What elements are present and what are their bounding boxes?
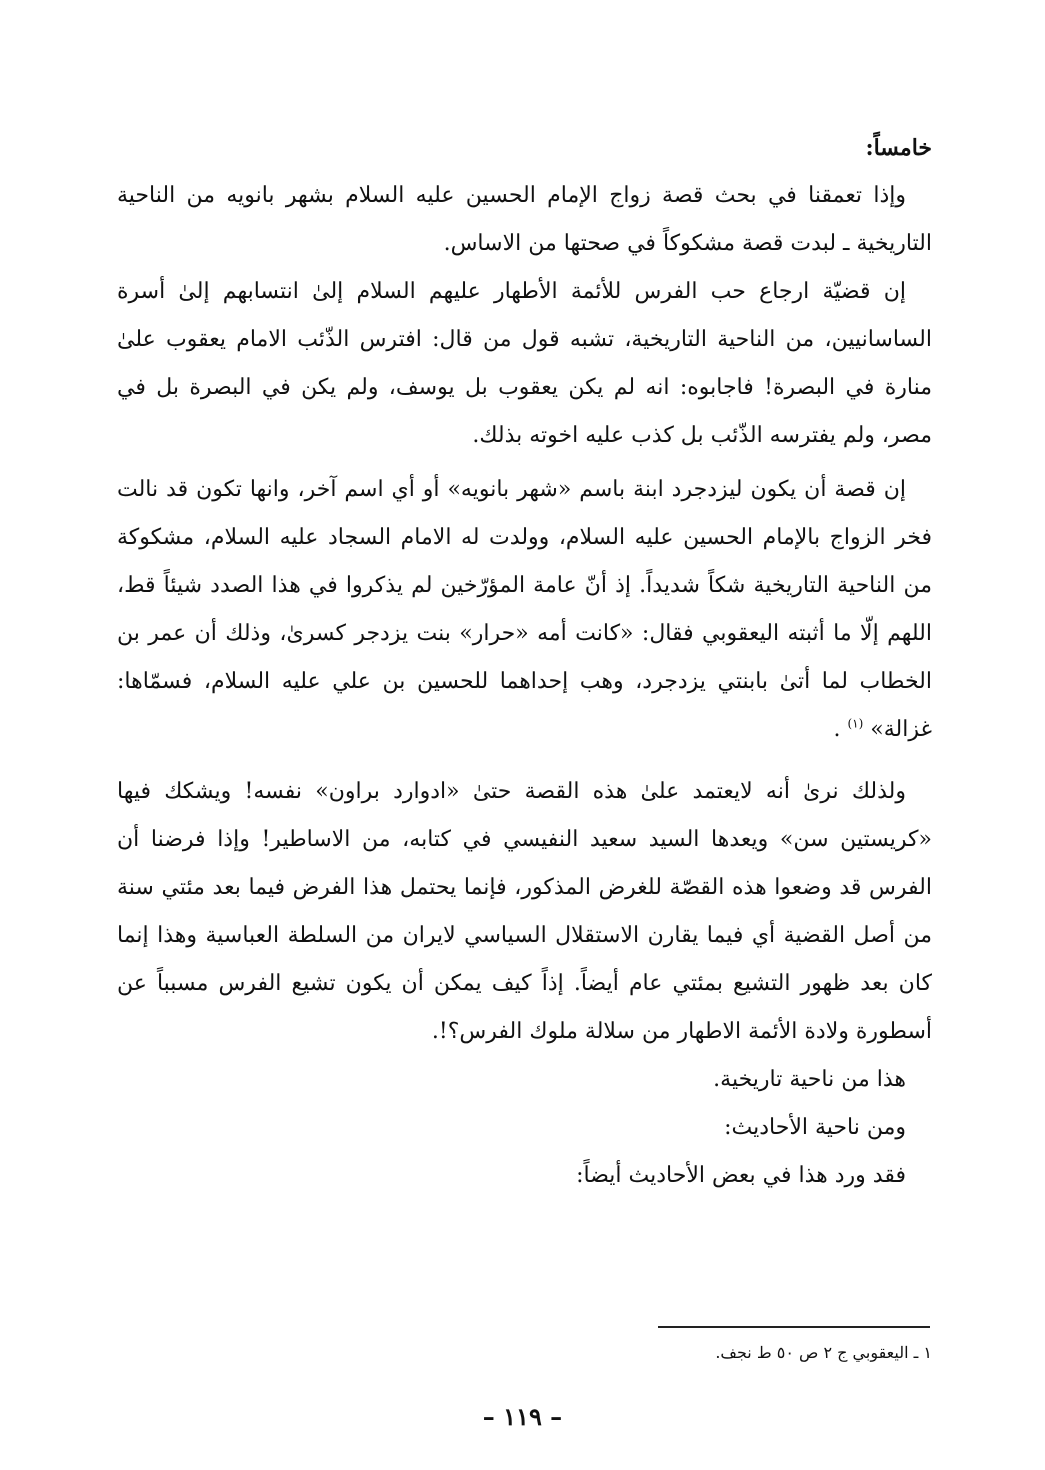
footnote-marker: (١) <box>847 716 864 731</box>
short-line-1 <box>117 1056 932 1104</box>
short-line-1-text: هذا من ناحية تاريخية. <box>713 1067 906 1092</box>
page-number: – ١١٩ – <box>482 1402 563 1431</box>
footnote-divider <box>658 1326 930 1328</box>
paragraph-1 <box>117 172 932 268</box>
paragraph-3-text: إن قصة أن يكون ليزدجرد ابنة باسم «شهر بانويه» أو أي اسم آخر، وانها تكون قد نالت فخر الزواج بالإمام الحسين عليه السلام، وولدت له الامام السجاد عليه السلام، مشكوكة من الناحية التاريخية شكاً شديداً. إذ أنّ عامة المؤرّخين لم يذكروا في هذا الصدد شيئاً قط، اللهم إلّا ما أثبته اليعقوبي فقال: «كانت أمه «حرار» بنت يزدجر كسرىٰ، وذلك أن عمر بن الخطاب لما أتىٰ بابنتي يزدجرد، وهب إحداهما للحسين بن علي عليه السلام، فسمّاها: غزالة» <box>117 477 932 742</box>
paragraph-4-text: ولذلك نرىٰ أنه لايعتمد علىٰ هذه القصة حتىٰ «ادوارد براون» نفسه! ويشكك فيها «كريستين سن» ويعدها السيد سعيد النفيسي في كتابه، من الاساطير! وإذا فرضنا أن الفرس قد وضعوا هذه القصّة للغرض المذكور، فإنما يحتمل هذا الفرض فيما بعد مئتي سنة من أصل القضية أي فيما يقارن الاستقلال السياسي لايران من السلطة العباسية وهذا إنما كان بعد ظهور التشيع بمئتي عام أيضاً. إذاً كيف يمكن أن يكون تشيع الفرس مسبباً عن أسطورة ولادة الأئمة الاطهار من سلالة ملوك الفرس؟!. <box>117 779 932 1044</box>
paragraph-3: إن قصة أن يكون ليزدجرد ابنة باسم «شهر بانويه» أو أي اسم آخر، وانها تكون قد نالت فخر الزواج بالإمام الحسين عليه السلام، وولدت له الامام السجاد عليه السلام، مشكوكة من الناحية التاريخية شكاً شديداً. إذ أنّ عامة المؤرّخين لم يذكروا في هذا الصدد شيئاً قط، اللهم إلّا ما أثبته اليعقوبي فقال: «كانت أمه «حرار» بنت يزدجر كسرىٰ، وذلك أن عمر بن الخطاب لما أتىٰ بابنتي يزدجرد، وهب إحداهما للحسين بن علي عليه السلام، فسمّاها: غزالة» $^{(١)}$ . <box>117 477 932 742</box>
body-text <box>117 172 932 1200</box>
short-line-3 <box>117 1152 932 1200</box>
short-line-2-text: ومن ناحية الأحاديث: <box>724 1115 906 1140</box>
footnote: ١ ـ اليعقوبي ج ٢ ص ٥٠ ط نجف. <box>715 1343 932 1362</box>
paragraph-2-text: إن قضيّة ارجاع حب الفرس للأئمة الأطهار عليهم السلام إلىٰ انتسابهم إلىٰ أسرة الساسانيين، من الناحية التاريخية، تشبه قول من قال: افترس الذّئب الامام يعقوب علىٰ منارة في البصرة! فاجابوه: انه لم يكن يعقوب بل يوسف، ولم يكن في البصرة بل في مصر، ولم يفترسه الذّئب بل كذب عليه اخوته بذلك. <box>117 279 932 448</box>
paragraph-1-text: وإذا تعمقنا في بحث قصة زواج الإمام الحسين عليه السلام بشهر بانويه من الناحية التاريخية ـ لبدت قصة مشكوكاً في صحتها من الاساس. <box>117 183 932 256</box>
short-line-2 <box>117 1104 932 1152</box>
paragraph-2 <box>117 268 932 460</box>
section-heading: خامساً: <box>865 135 932 161</box>
short-line-3-text: فقد ورد هذا في بعض الأحاديث أيضاً: <box>576 1163 906 1188</box>
paragraph-4 <box>117 768 932 1056</box>
